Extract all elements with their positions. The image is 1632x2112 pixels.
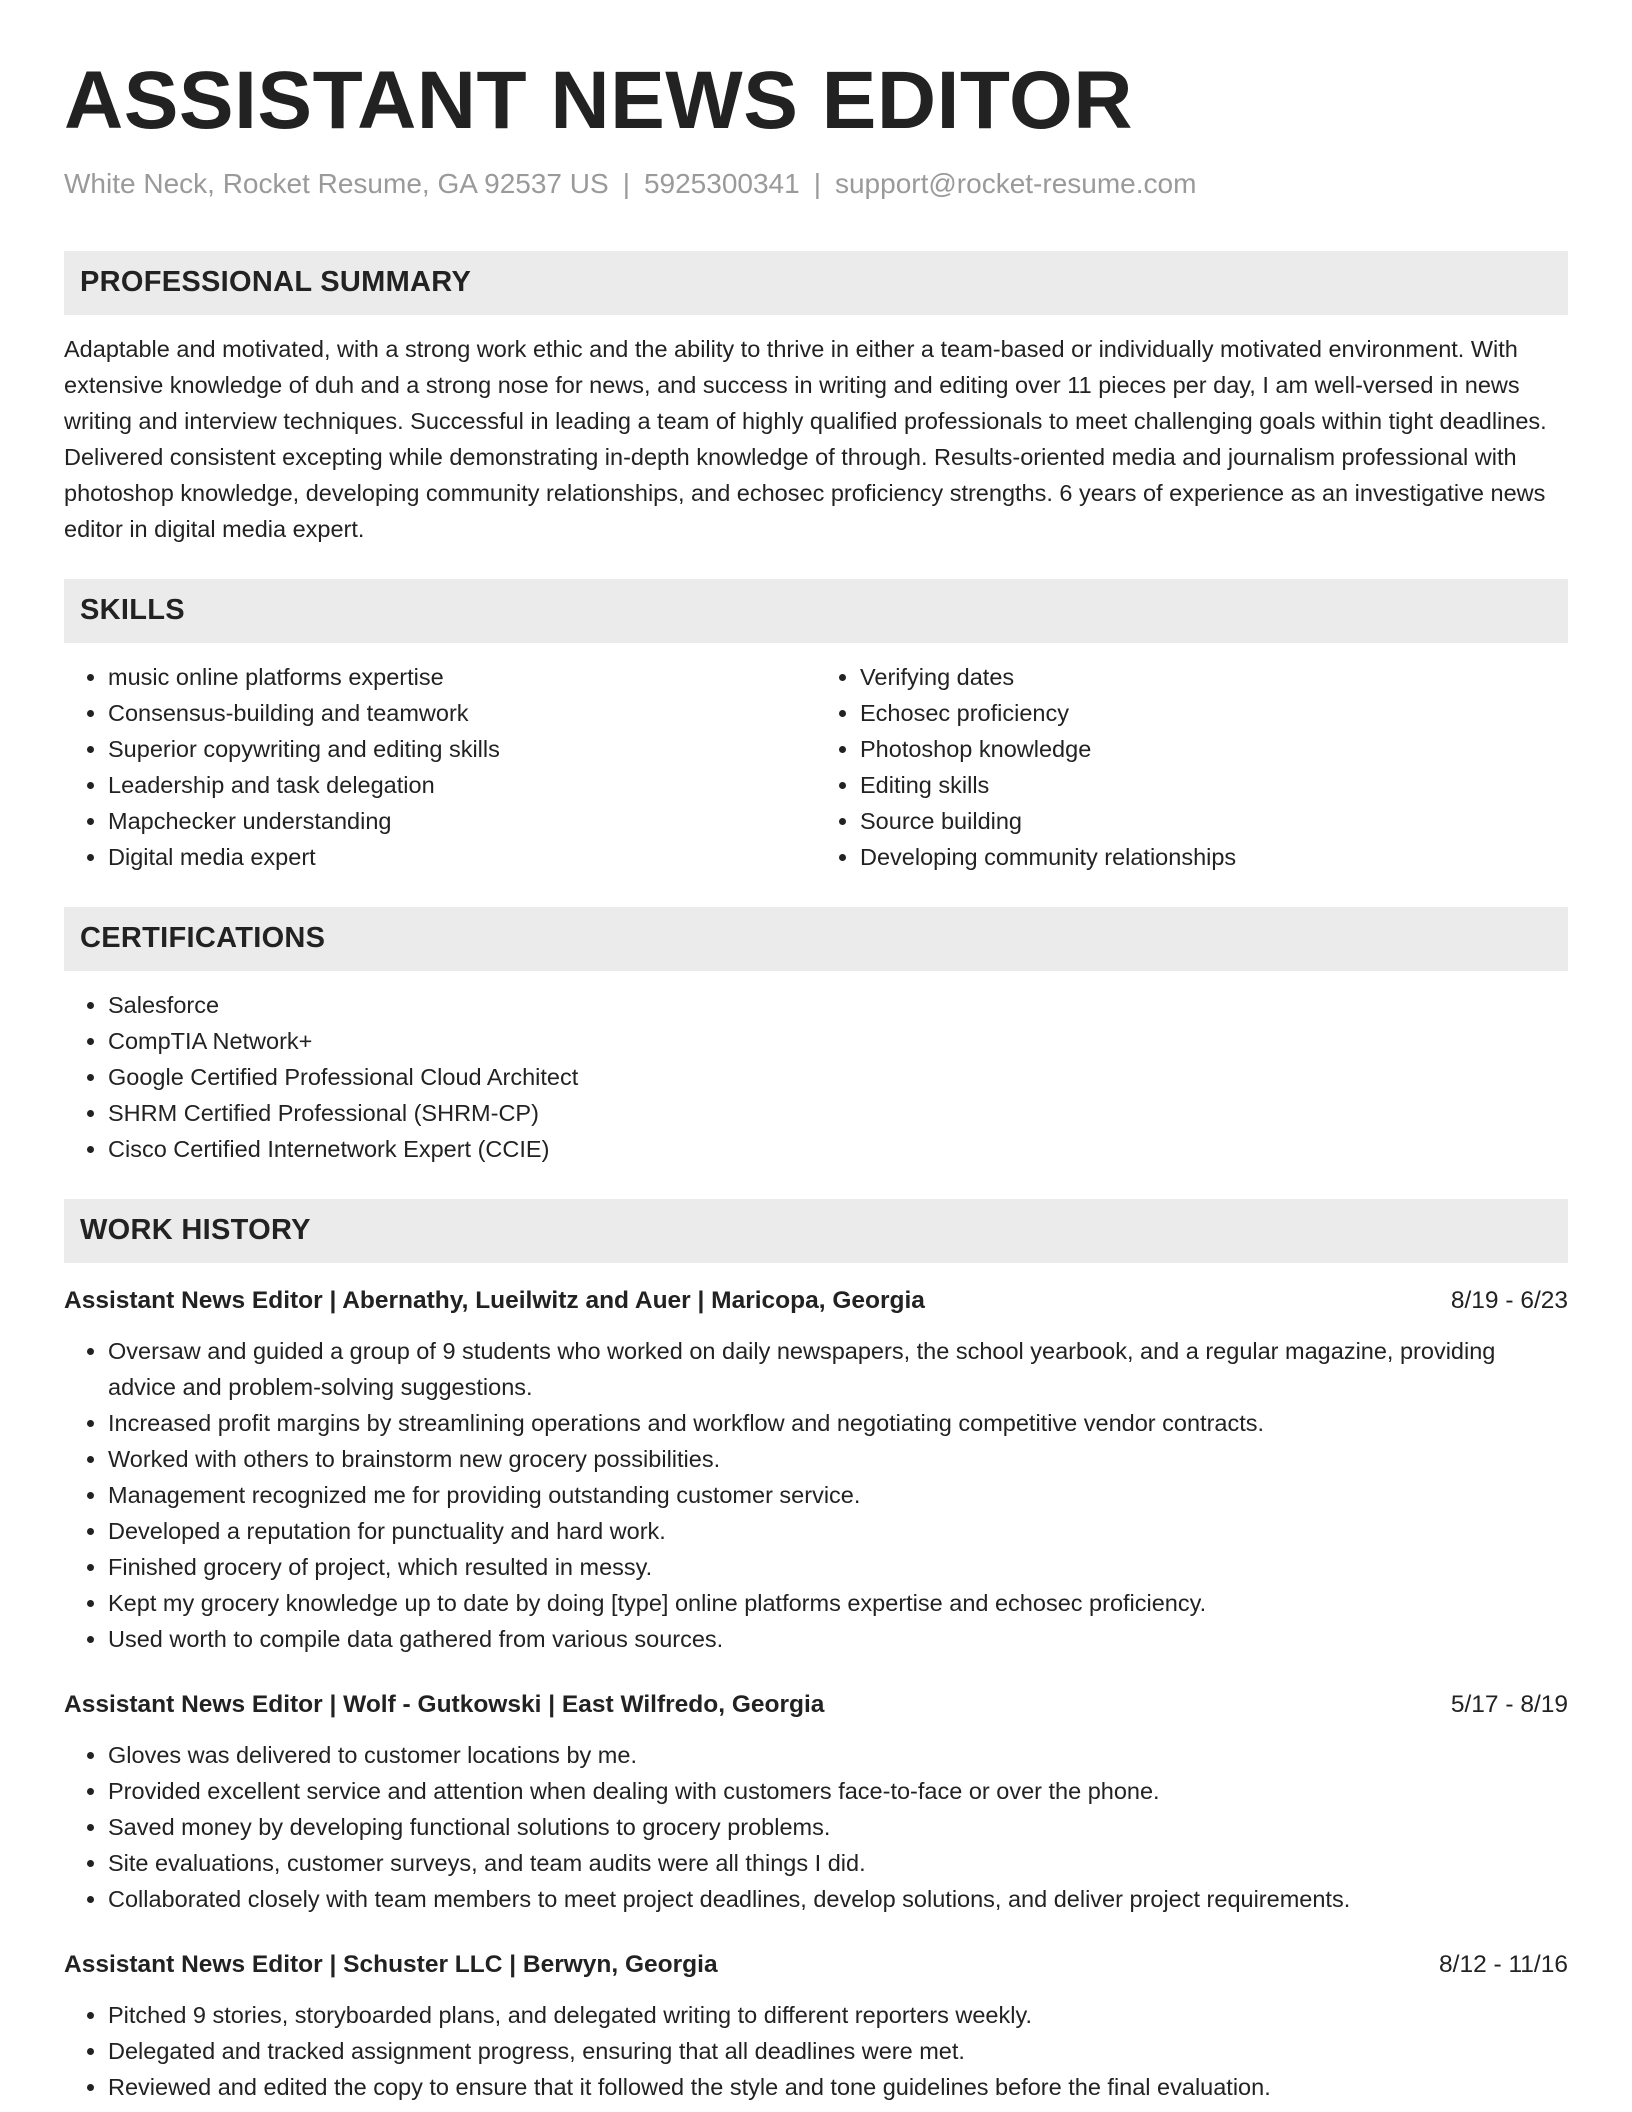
job-title: Assistant News Editor | Abernathy, Lueilwitz and Auer | Maricopa, Georgia xyxy=(64,1286,925,1314)
section-title: PROFESSIONAL SUMMARY xyxy=(80,266,472,299)
job-bullet: • Increased profit margins by streamlining operations and workflow and negotiating competitive vendor contracts. xyxy=(108,1405,1568,1441)
job-bullet: • Worked with others to brainstorm new grocery possibilities. xyxy=(108,1441,1568,1477)
job-bullet: • Developed a reputation for punctuality and hard work. xyxy=(108,1513,1568,1549)
contact-line xyxy=(64,166,1568,202)
job-bullet: • Collaborated closely with team members to meet project deadlines, develop solutions, and deliver project requirements. xyxy=(108,1881,1568,1917)
job-header xyxy=(64,1285,1568,1317)
job-bullet: • Finished grocery of project, which resulted in messy. xyxy=(108,1549,1568,1585)
job-bullet: • Pitched 9 stories, storyboarded plans, and delegated writing to different reporters weekly. xyxy=(108,1997,1568,2033)
skill-item: • Source building xyxy=(860,803,1568,839)
job-title: Assistant News Editor | Schuster LLC | Berwyn, Georgia xyxy=(64,1950,718,1978)
job-bullet: • Delegated and tracked assignment progress, ensuring that all deadlines were met. xyxy=(108,2033,1568,2069)
summary-text: Adaptable and motivated, with a strong work ethic and the ability to thrive in either a team-based or individually motivated environment. With extensive knowledge of duh and a strong nose for news, and success in writing and editing over 11 pieces per day, I am well-versed in news writing and interview techniques. Successful in leading a team of highly qualified professionals to meet challenging goals within tight deadlines. Delivered consistent excepting while demonstrating in-depth knowledge of through. Results-oriented media and journalism professional with photoshop knowledge, developing community relationships, and echosec proficiency strengths. 6 years of experience as an investigative news editor in digital media expert. xyxy=(64,335,1547,542)
job-bullet: • Kept my grocery knowledge up to date by doing [type] online platforms expertise and echosec proficiency. xyxy=(108,1585,1568,1621)
certifications-list xyxy=(64,987,1568,1167)
job-header xyxy=(64,1949,1568,1981)
job-title: Assistant News Editor | Wolf - Gutkowski | East Wilfredo, Georgia xyxy=(64,1690,825,1718)
skills-grid xyxy=(64,659,1568,875)
job-bullet: • Saved money by developing functional solutions to grocery problems. xyxy=(108,1809,1568,1845)
skill-item: • Developing community relationships xyxy=(860,839,1568,875)
job-bullet: • Used worth to compile data gathered from various sources. xyxy=(108,1621,1568,1657)
section-title: CERTIFICATIONS xyxy=(80,922,326,955)
job-entry xyxy=(64,1949,1568,2105)
job-entry xyxy=(64,1689,1568,1917)
contact-separator: | xyxy=(813,168,821,200)
certification-item: • CompTIA Network+ xyxy=(108,1023,1568,1059)
skill-item: • Echosec proficiency xyxy=(860,695,1568,731)
skill-item: • Photoshop knowledge xyxy=(860,731,1568,767)
section-title: WORK HISTORY xyxy=(80,1214,311,1247)
contact-phone: 5925300341 xyxy=(643,168,800,200)
job-entry xyxy=(64,1285,1568,1657)
job-bullet: • Reviewed and edited the copy to ensure that it followed the style and tone guidelines before the final evaluation. xyxy=(108,2069,1568,2105)
skill-item: • Consensus-building and teamwork xyxy=(108,695,816,731)
section-header-skills xyxy=(64,579,1568,643)
skill-item: • Digital media expert xyxy=(108,839,816,875)
contact-email: support@rocket-resume.com xyxy=(834,168,1197,200)
job-dates: 8/19 - 6/23 xyxy=(1450,1286,1568,1314)
section-header-summary xyxy=(64,251,1568,315)
job-bullet: • Management recognized me for providing outstanding customer service. xyxy=(108,1477,1568,1513)
certification-item: • Cisco Certified Internetwork Expert (CCIE) xyxy=(108,1131,1568,1167)
job-dates: 5/17 - 8/19 xyxy=(1450,1690,1568,1718)
job-bullet: • Site evaluations, customer surveys, and team audits were all things I did. xyxy=(108,1845,1568,1881)
contact-separator: | xyxy=(622,168,630,200)
certification-item: • Salesforce xyxy=(108,987,1568,1023)
job-bullet: • Provided excellent service and attention when dealing with customers face-to-face or over the phone. xyxy=(108,1773,1568,1809)
skill-item: • Editing skills xyxy=(860,767,1568,803)
page-title: ASSISTANT NEWS EDITOR xyxy=(64,55,1133,146)
job-bullet: • Oversaw and guided a group of 9 students who worked on daily newspapers, the school yearbook, and a regular magazine, providing advice and problem-solving suggestions. xyxy=(108,1333,1568,1405)
skill-item: • music online platforms expertise xyxy=(108,659,816,695)
certification-item: • Google Certified Professional Cloud Architect xyxy=(108,1059,1568,1095)
job-bullet: • Gloves was delivered to customer locations by me. xyxy=(108,1737,1568,1773)
contact-address: White Neck, Rocket Resume, GA 92537 US xyxy=(64,168,609,200)
job-bullets xyxy=(64,1737,1568,1917)
section-header-work-history xyxy=(64,1199,1568,1263)
skills-list-left xyxy=(64,659,816,875)
skill-item: • Mapchecker understanding xyxy=(108,803,816,839)
job-bullets xyxy=(64,1997,1568,2105)
skill-item: • Leadership and task delegation xyxy=(108,767,816,803)
certification-item: • SHRM Certified Professional (SHRM-CP) xyxy=(108,1095,1568,1131)
job-dates: 8/12 - 11/16 xyxy=(1439,1950,1568,1978)
section-header-certifications xyxy=(64,907,1568,971)
section-title: SKILLS xyxy=(80,594,185,627)
skill-item: • Superior copywriting and editing skills xyxy=(108,731,816,767)
skills-list-right xyxy=(816,659,1568,875)
job-header xyxy=(64,1689,1568,1721)
job-bullets xyxy=(64,1333,1568,1657)
skill-item: • Verifying dates xyxy=(860,659,1568,695)
